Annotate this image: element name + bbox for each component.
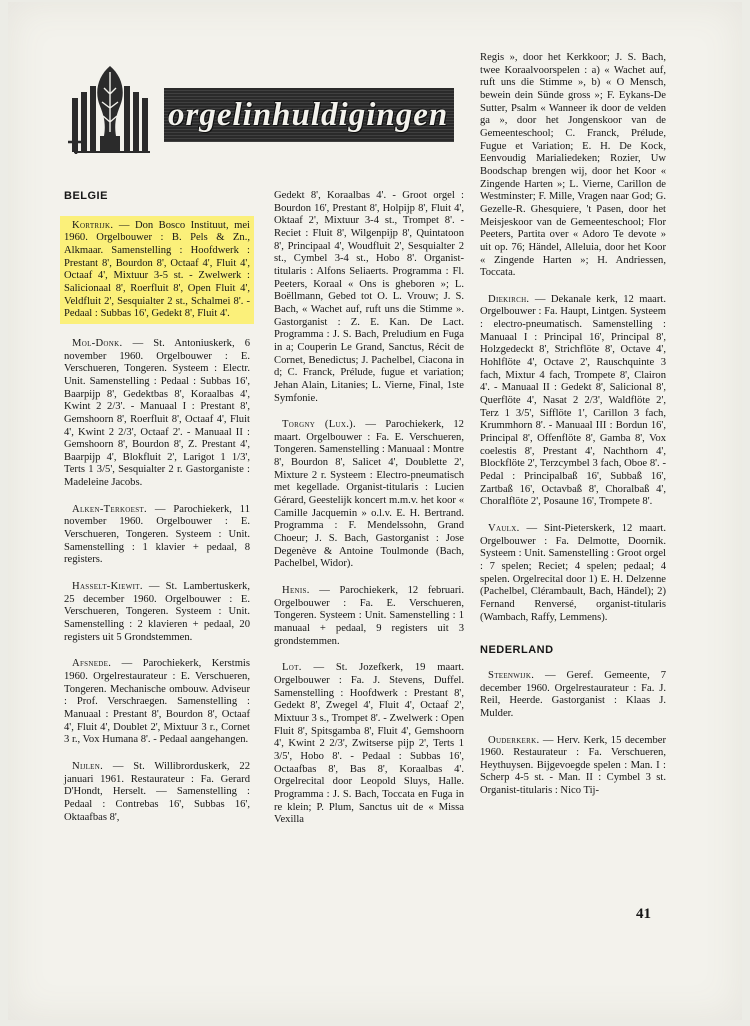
entry-torgny <box>274 419 464 571</box>
entry-text: — Parochiekerk, 11 november 1960. Orgelbouwer : E. Verschueren, Tongeren. Systeem : Unit. Samenstelling : 1 klavier + pedaal, 8 registers. <box>64 503 250 566</box>
entry-mol-donk <box>64 338 250 490</box>
entry-hasselt-kiewit <box>64 581 250 644</box>
entry-place: Ouderkerk. <box>488 734 540 746</box>
entry-continued <box>274 190 464 405</box>
entry-place: Henis. <box>282 585 310 597</box>
entry-place: Afsnede. <box>72 658 112 670</box>
entry-place: Nijlen. <box>72 760 104 772</box>
column-2 <box>274 190 464 841</box>
entry-place: Alken-Terkoest. <box>72 503 147 515</box>
entry-lot <box>274 662 464 827</box>
entry-text: Gedekt 8', Koraalbas 4'. - Groot orgel : Bourdon 16', Prestant 8', Holpijp 8', Fluit 4', Oktaaf 2', Mixtuur 3-4 st., Trompet 8'. - Reciet : Fluit 8', Wilgenpijp 8', Quintatoon 8', Principaal 4', Woudfluit 2', Sesquialter 2 st., Cymbel 3-4 st., Hobo 8'. Organist-titularis : Alfons Seliaerts. Programma : Fl. Peeters, Koraal « Ons is gheboren »; L. Boëllmann, Gebed tot O. L. Vrouw; J. S. Bach, « Wachet auf, ruft uns die Stimme ». Gastorganist : Z. E. Kan. De Lact. Programma : J. S. Bach, Preludium en Fuga in a; Couperin Le Grand, Sanctus, Récit de Cornet, Benedictus; J. Pachelbel, Ciacona in d; C. Franck, Prélude, fugue et variation; Jehan Alain, Litanies; L. Vierne, Final, 1ste Symfonie. <box>274 190 464 404</box>
entry-text: — Sint-Pieterskerk, 12 maart. Orgelbouwer : Fa. Delmotte, Doornik. Systeem : Unit. Samenstelling : Groot orgel : 7 spelen; Reciet; 4 spelen; pedaal; 4 spelen. Orgelrecital door 1) E. H. Delzenne (Pachelbel, Clérambault, Bach, Händel); 2) Fernand Renversé, organist-titularis (Wambach, Raffy, Lemmens). <box>480 522 666 623</box>
entry-ouderkerk <box>480 735 666 798</box>
page-number: 41 <box>636 906 651 922</box>
entry-place: Diekirch. <box>488 293 530 305</box>
entry-vaulx <box>480 523 666 624</box>
entry-place: Mol-Donk. <box>72 337 123 349</box>
entry-text: — Geref. Gemeente, 7 december 1960. Orgelrestaurateur : Fa. J. Reil, Heerde. Gastorganist : Klaas J. Mulder. <box>480 669 666 719</box>
entry-alken-terkoest <box>64 504 250 567</box>
entry-text: Regis », door het Kerkkoor; J. S. Bach, twee Koraalvoorspelen : a) « Wachet auf, ruft uns die Stimme », b) « O Mensch, bewein dein Sünde gross »; F. Eykans-De Sutter, Psalm « Wanneer ik door de velden ga », door het Jongenskoor van de Gemeenteschool; C. Franck, Prélude, Fugue et Variation; E. H. De Kock, Eenvoudig Marialiedeken; Rozier, Uw Boodschap brengen wij, door het Koor « Zingende Harten »; L. Vierne, Carillon de Westminster; F. Mille, Vragen naar God; G. Gezelle-R. Ghesquiere, 't Pasen, door het Meisjeskoor van de Gemeenteschool; Flor Peeters, Partita over « Adoro Te devote » uit op. 76; Händel, Alleluia, door het Koor « Zingende Harten »; H. Andriessen, Toccata. <box>480 52 666 279</box>
entry-steenwijk <box>480 670 666 721</box>
entry-place: Torgny (Lux.). <box>282 419 356 431</box>
entry-place: Steenwijk. <box>488 669 535 681</box>
entry-text: — Herv. Kerk, 15 december 1960. Restaurateur : Fa. Verschueren, Heythuysen. Bijgevoegde spelen : Man. I : Scherp 4-5 st. - Man. II : Cymbel 3 st. Organist-titularis : Nico Tij- <box>480 734 666 797</box>
entry-text: — St. Antoniuskerk, 6 november 1960. Orgelbouwer : E. Verschueren, Tongeren. Systeem : Electr. Unit. Samenstelling : Pedaal : Subbas 16', Baarpijp 8', Gedektbas 8', Koraalbas 4', Kwint 2 2/3'. - Manuaal I : Prestant 8', Gemshoorn 8', Roerfluit 8', Octaaf 4', Fluit 4', Kwint 2 2/3', Octaaf 2'. - Manuaal II : Gemshoorn 8', Bourdon 8', Z. Prestant 4', Baarpijp 4', Blokfluit 2', Larigot 1 1/3', Terts 1 3/5', Sesquialter 2 r. Gastorganiste : Madeleine Jacobs. <box>64 337 250 489</box>
entry-text: — Don Bosco Instituut, mei 1960. Orgelbouwer : B. Pels & Zn., Alkmaar. Samenstelling : Hoofdwerk : Prestant 8', Bourdon 8', Octaaf 4', Fluit 4', Octaaf 4', Mixtuur 3-5 st. - Zwelwerk : Salicionaal 8', Roerfluit 8', Open Fluit 4', Veldfluit 2', Sesquialter 2 st., Schalmei 8'. - Pedaal : Subbas 16', Gedekt 8', Fluit 4'. <box>64 219 250 320</box>
entry-text: — St. Willibrorduskerk, 22 januari 1961. Restaurateur : Fa. Gerard D'Hondt, Herselt. — Samenstelling : Pedaal : Contrebas 16', Subbas 16', Oktaafbas 8', <box>64 760 250 823</box>
entry-text: — Dekanale kerk, 12 maart. Orgelbouwer : Fa. Haupt, Lintgen. Systeem : electro-pneumatisch. Samenstelling : Manuaal I : Principal 16', Principal 8', Holzgedeckt 8', Strichflöte 8', Octave 4', Hohlflöte 4', Octave 2', Rauschquinte 3 fach, Mixtur 4 fach, Trompete 8', Clairon 4'. - Manuaal II : Gedekt 8', Salicional 8', Querflöte 4', Nasat 2 2/3', Waldflöte 2', Terz 1 3/5', Sifflöte 1', Carillon 3 fach, Krummhorn 8'. - Manuaal III : Bordun 16', Principal 8', Offenflöte 8', Gamba 8', Vox coelestis 8', Prestant 4', Nachthorn 4', Blockflöte 2', Terzcymbel 3 fach, Oboe 8'. - Pedal : Principalbaß 16', Subbaß 16', Zartbaß 16', Octavbaß 8', Choralbaß 4', Choralflöte 2', Posaune 16', Trompete 8'. <box>480 293 666 508</box>
entry-text: — Parochiekerk, Kerstmis 1960. Orgelrestaurateur : E. Verschueren, Tongeren. Mechanische ombouw. Adviseur : Prof. Verschraegen. Samenstelling : Manuaal : Prestant 8', Bourdon 8', Octaaf 4', Fluit 4', Doublet 2', Mixtuur 3 r., Cornet 3 r., Vox Humana 8'. - Pedaal aangehangen. <box>64 658 250 746</box>
country-heading-belgie: BELGIE <box>64 190 108 202</box>
column-3 <box>480 52 666 812</box>
entry-text: — Parochiekerk, 12 februari. Orgelbouwer : Fa. E. Verschueren, Tongeren. Systeem : Unit. Samenstelling : 1 manuaal + pedaal, 9 registers uit 3 grondstemmen. <box>274 585 464 647</box>
entry-text: — St. Lambertuskerk, 25 december 1960. Orgelbouwer : E. Verschueren, Tongeren. Systeem : Unit. Samenstelling : 2 klavieren + pedaal, 20 registers uit 5 Grondstemmen. <box>64 581 250 643</box>
entry-henis <box>274 585 464 648</box>
country-heading-nederland: NEDERLAND <box>480 644 554 657</box>
entry-place: Vaulx. <box>488 522 520 534</box>
entry-place: Kortrijk. <box>72 219 114 231</box>
entry-place: Lot. <box>282 662 302 674</box>
entry-kortrijk <box>60 216 254 324</box>
entry-diekirch <box>480 294 666 509</box>
organ-pipes-tree-ornament-icon <box>64 62 174 162</box>
section-header <box>64 62 454 162</box>
entry-continued <box>480 52 666 280</box>
entry-nijlen <box>64 761 250 824</box>
entry-place: Hasselt-Kiewit. <box>72 581 143 593</box>
entry-text: — St. Jozefkerk, 19 maart. Orgelbouwer : Fa. J. Stevens, Duffel. Samenstelling : Hoofdwerk : Prestant 8', Gedekt 8', Zwegel 4', Fluit 4', Octaaf 2', Mixtuur 3 s., Trompet 8'. - Zwelwerk : Open Fluit 8', Spitsgamba 8', Fluit 4', Gemshoorn 4', Kwint 2 2/3', Zwitserse pijp 2', Terts 1 3/5', Hobo 8'. - Pedaal : Subbas 16', Octaafbas 8', Bas 8', Koraalbas 4'. Orgelrecital door Leopold Sluys, Halle. Programma : J. S. Bach, Toccata en Fuga in re klein; P. Plum, Sanctus uit de « Missa Vexilla <box>274 662 464 826</box>
entry-text: — Parochiekerk, 12 maart. Orgelbouwer : Fa. E. Verschueren, Tongeren. Samenstelling : Manuaal : Montre 8', Bourdon 8', Salicet 4', Doublette 2', Mixture 2 r. Systeem : Electro-pneumatisch met kegellade. Organist-titularis : Lucien Gérard, Geestelijk koncert m.m.v. het koor « Camille Jacquemin » o.l.v. E. H. Bertrand. Programma : F. Mendelssohn, Grand Choeur; J. S. Bach, Gastorganist : Jose Degenève & Antoine Toulmonde (Bach, Pachelbel, Widor). <box>274 419 464 570</box>
entry-afsnede <box>64 658 250 747</box>
column-1 <box>64 190 250 838</box>
header-title: orgelinhuldigingen <box>168 97 449 133</box>
